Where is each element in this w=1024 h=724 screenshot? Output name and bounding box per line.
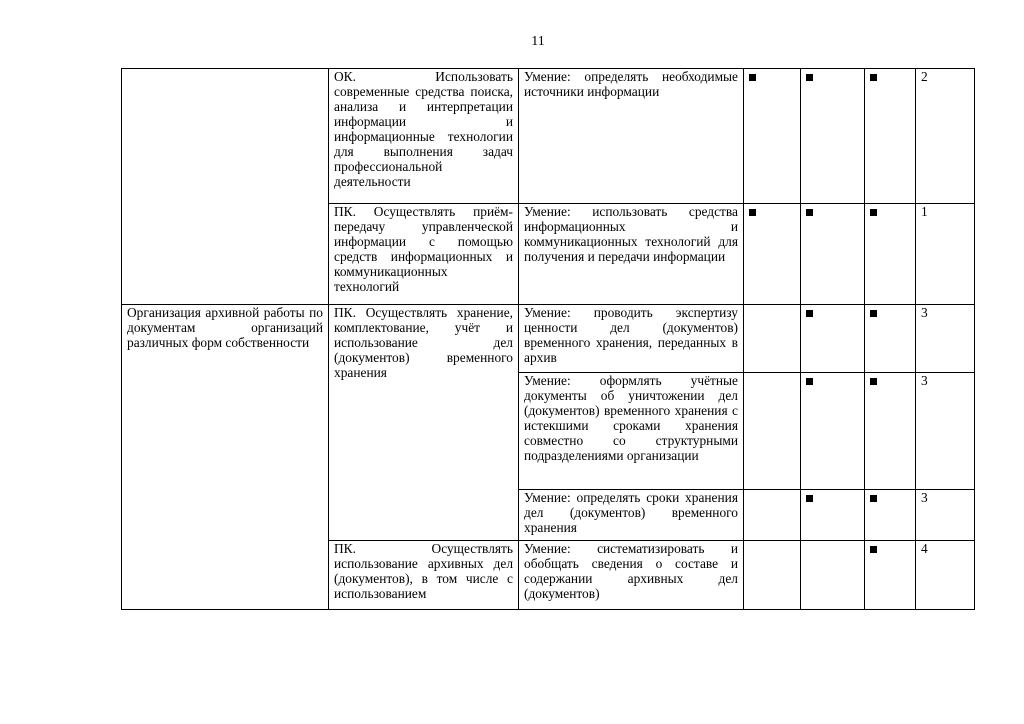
mark-cell [865,69,916,204]
filled-square-mark [749,74,756,81]
mark-cell [801,305,865,373]
table-row [122,69,975,204]
mark-cell [865,490,916,541]
skill-cell: Умение: оформлять учётные документы об уничтожении дел (документов) временного хранения с истекшими сроками хранения совместно со структурными подразделениями организации [519,373,744,490]
mark-cell [744,490,801,541]
filled-square-mark [806,495,813,502]
mark-cell [801,69,865,204]
mark-cell [801,541,865,610]
mark-cell [744,305,801,373]
filled-square-mark [749,209,756,216]
skill-cell: Умение: использовать средства информационных и коммуникационных технологий для получения и передачи информации [519,204,744,305]
level-cell: 3 [916,490,975,541]
mark-cell [801,204,865,305]
section-cell: Организация архивной работы по документам организаций различных форм собственности [122,305,329,610]
filled-square-mark [870,209,877,216]
competency-cell: ПК. Осуществлять хранение, комплектование, учёт и использование дел (документов) временного хранения [329,305,519,541]
filled-square-mark [806,310,813,317]
mark-cell [801,373,865,490]
filled-square-mark [870,495,877,502]
skill-cell: Умение: проводить экспертизу ценности дел (документов) временного хранения, переданных в архив [519,305,744,373]
mark-cell [744,541,801,610]
filled-square-mark [870,378,877,385]
competency-cell: ПК. Осуществлять использование архивных дел (документов), в том числе с использованием [329,541,519,610]
mark-cell [801,490,865,541]
filled-square-mark [806,74,813,81]
filled-square-mark [806,209,813,216]
mark-cell [865,541,916,610]
page-number: 11 [531,34,545,49]
mark-cell [865,305,916,373]
level-cell: 3 [916,373,975,490]
competency-cell: ПК. Осуществлять приём-передачу управленческой информации с помощью средств информационных и коммуникационных технологий [329,204,519,305]
filled-square-mark [870,74,877,81]
level-cell: 3 [916,305,975,373]
mark-cell [865,204,916,305]
mark-cell [744,204,801,305]
skill-cell: Умение: систематизировать и обобщать сведения о составе и содержании архивных дел (документов) [519,541,744,610]
table-row [122,305,975,373]
level-cell: 2 [916,69,975,204]
mark-cell [865,373,916,490]
filled-square-mark [870,310,877,317]
mark-cell [744,373,801,490]
skill-cell: Умение: определять необходимые источники информации [519,69,744,204]
filled-square-mark [870,546,877,553]
filled-square-mark [806,378,813,385]
section-cell [122,69,329,305]
mark-cell [744,69,801,204]
level-cell: 1 [916,204,975,305]
level-cell: 4 [916,541,975,610]
competency-cell: ОК. Использовать современные средства поиска, анализа и интерпретации информации и информационные технологии для выполнения задач профессиональной деятельности [329,69,519,204]
competency-table [121,68,975,610]
skill-cell: Умение: определять сроки хранения дел (документов) временного хранения [519,490,744,541]
